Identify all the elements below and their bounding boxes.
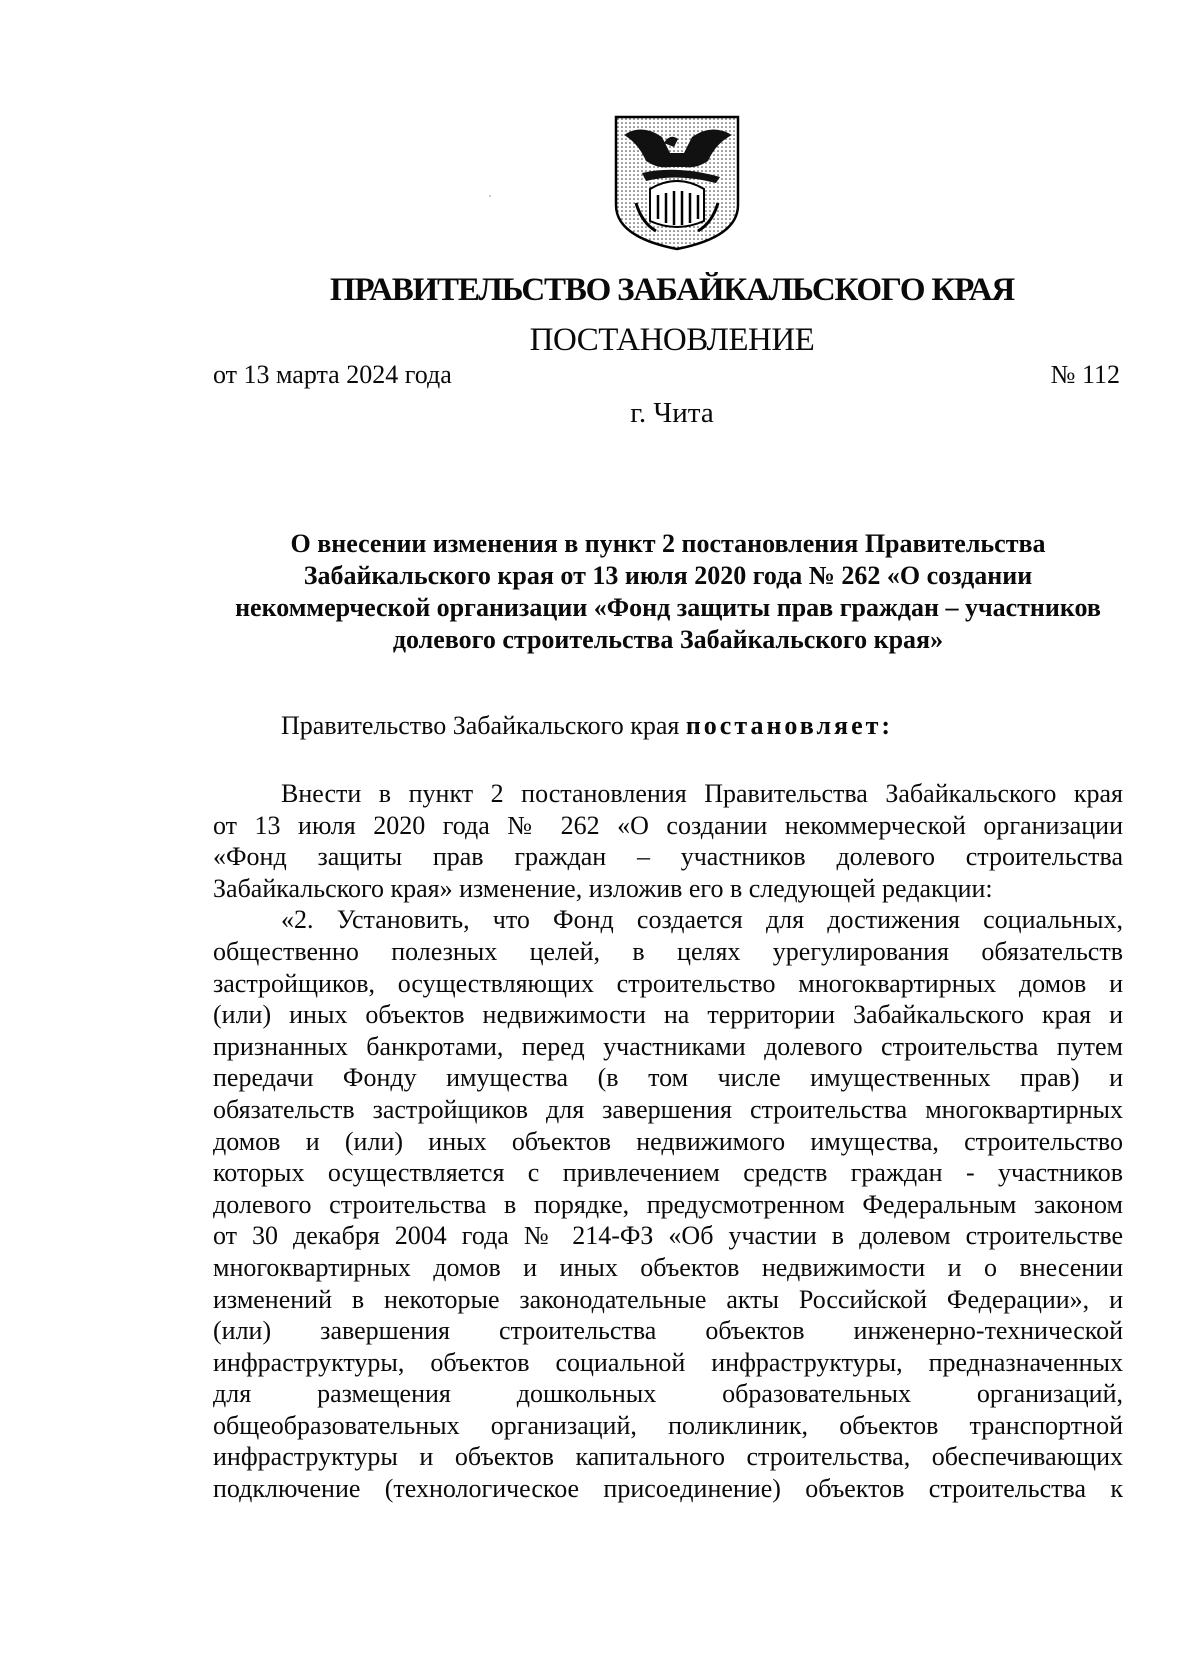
body-line: общеобразовательных организаций, поликлиник, объектов транспортной bbox=[213, 1410, 1123, 1440]
body-line: домов и (или) иных объектов недвижимого имущества, строительство bbox=[213, 1126, 1123, 1156]
resolution-intro bbox=[213, 710, 1123, 744]
body-line: которых осуществляется с привлечением средств граждан - участников bbox=[213, 1158, 1123, 1188]
body-line: Внести в пункт 2 постановления Правительства Забайкальского края bbox=[281, 779, 1123, 808]
subject-line: О внесении изменения в пункт 2 постановления Правительства bbox=[290, 529, 1046, 558]
document-subject bbox=[213, 528, 1123, 656]
body-line: обязательств застройщиков для завершения строительства многоквартирных bbox=[213, 1094, 1123, 1124]
body-line: долевого строительства в порядке, предусмотренном Федеральным законом bbox=[213, 1189, 1123, 1219]
body-line: от 13 июля 2020 года № 262 «О создании некоммерческой организации bbox=[213, 810, 1123, 840]
body-line: от 30 декабря 2004 года № 214-ФЗ «Об участии в долевом строительстве bbox=[213, 1221, 1123, 1251]
intro-text: Правительство Забайкальского края bbox=[281, 711, 686, 740]
body-line: «Фонд защиты прав граждан – участников долевого строительства bbox=[213, 842, 1123, 872]
body-line: для размещения дошкольных образовательных организаций, bbox=[213, 1379, 1123, 1409]
body-line: инфраструктуры и объектов капитального строительства, обеспечивающих bbox=[213, 1442, 1123, 1472]
subject-line: некоммерческой организации «Фонд защиты прав граждан – участников bbox=[235, 593, 1101, 622]
body-line: (или) завершения строительства объектов инженерно-технической bbox=[213, 1316, 1123, 1346]
paragraph-2 bbox=[213, 904, 1123, 1504]
subject-line: долевого строительства Забайкальского края» bbox=[392, 625, 944, 654]
government-title: ПРАВИТЕЛЬСТВО ЗАБАЙКАЛЬСКОГО КРАЯ bbox=[329, 272, 1015, 308]
body-line: многоквартирных домов и иных объектов недвижимости и о внесении bbox=[213, 1252, 1123, 1282]
body-line: изменений в некоторые законодательные акты Российской Федерации», и bbox=[213, 1284, 1123, 1314]
body-line: «2. Установить, что Фонд создается для достижения социальных, bbox=[281, 905, 1123, 935]
body-line: застройщиков, осуществляющих строительство многоквартирных домов и bbox=[213, 968, 1123, 998]
document-city: г. Чита bbox=[630, 397, 714, 429]
body-line: передачи Фонду имущества (в том числе имущественных прав) и bbox=[213, 1063, 1123, 1093]
document-type: ПОСТАНОВЛЕНИЕ bbox=[529, 322, 815, 358]
scan-speck bbox=[489, 195, 491, 197]
body-line: Забайкальского края» изменение, изложив его в следующей редакции: bbox=[213, 873, 993, 903]
document-number: № 112 bbox=[1050, 360, 1120, 389]
body-line: подключение (технологическое присоединение) объектов строительства к bbox=[213, 1474, 1123, 1504]
intro-keyword: постановляет: bbox=[685, 711, 894, 740]
subject-line: Забайкальского края от 13 июля 2020 года № 262 «О создании bbox=[303, 561, 1033, 590]
coat-of-arms-icon bbox=[612, 113, 742, 253]
body-line: признанных банкротами, перед участниками долевого строительства путем bbox=[213, 1031, 1123, 1061]
paragraph-1 bbox=[213, 778, 1123, 904]
document-date: от 13 марта 2024 года bbox=[213, 360, 452, 389]
document-body bbox=[213, 710, 1123, 1505]
body-line: общественно полезных целей, в целях урегулирования обязательств bbox=[213, 936, 1123, 966]
body-line: инфраструктуры, объектов социальной инфраструктуры, предназначенных bbox=[213, 1347, 1123, 1377]
body-line: (или) иных объектов недвижимости на территории Забайкальского края и bbox=[213, 1000, 1123, 1030]
